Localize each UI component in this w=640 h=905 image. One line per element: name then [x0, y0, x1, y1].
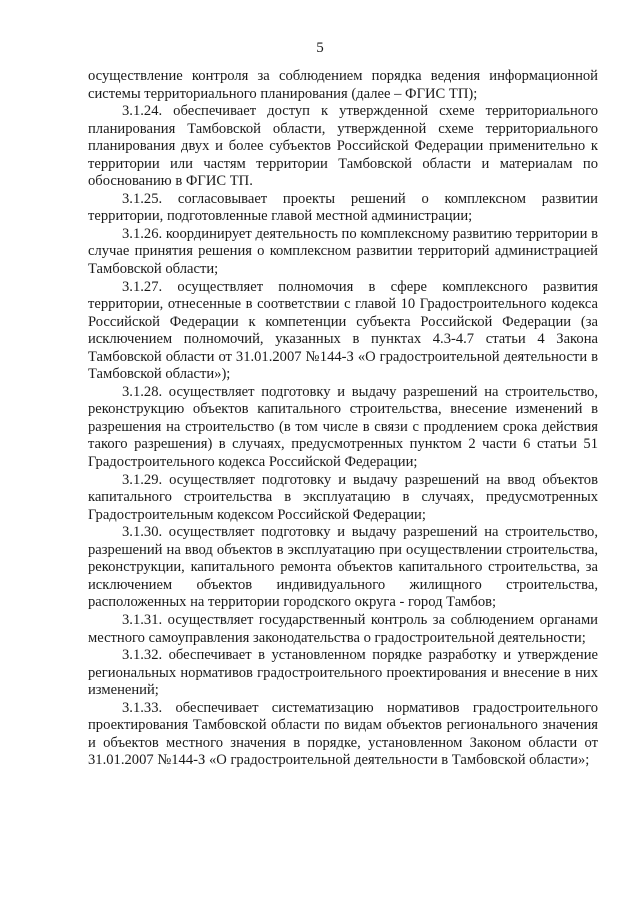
paragraph-8: 3.1.30. осуществляет подготовку и выдачу разрешений на строительство, разрешений на ввод объектов в эксплуатацию при осуществлении строительства, реконструкции, капитального ремонта объектов капитального строительства, за исключением объектов индивидуального жилищного строительства, расположенных на территории городского округа - город Тамбов; [88, 524, 598, 611]
paragraph-11: 3.1.33. обеспечивает систематизацию нормативов градостроительного проектирования Тамбовской области по видам объектов регионального значения и объектов местного значения в порядке, установленном Законом области от 31.01.2007 №144-З «О градостроительной деятельности в Тамбовской области»; [88, 699, 598, 769]
paragraph-2: 3.1.24. обеспечивает доступ к утвержденной схеме территориального планирования Тамбовской области, утвержденной схеме территориального планирования двух и более субъектов Российской Федерации применительно к территории или частям территории Тамбовской области и материалам по обоснованию в ФГИС ТП. [88, 103, 598, 190]
paragraph-4: 3.1.26. координирует деятельность по комплексному развитию территории в случае принятия решения о комплексном развитии территорий администрацией Тамбовской области; [88, 225, 598, 278]
document-body [88, 68, 598, 770]
paragraph-9: 3.1.31. осуществляет государственный контроль за соблюдением органами местного самоуправления законодательства о градостроительной деятельности; [88, 611, 598, 646]
paragraph-3: 3.1.25. согласовывает проекты решений о комплексном развитии территории, подготовленные главой местной администрации; [88, 190, 598, 225]
paragraph-5: 3.1.27. осуществляет полномочия в сфере комплексного развития территории, отнесенные в соответствии с главой 10 Градостроительного кодекса Российской Федерации к компетенции субъекта Российской Федерации (за исключением полномочий, указанных в пунктах 4.3-4.7 статьи 4 Закона Тамбовской области от 31.01.2007 №144-З «О градостроительной деятельности в Тамбовской области»); [88, 278, 598, 383]
paragraph-1: осуществление контроля за соблюдением порядка ведения информационной системы территориального планирования (далее – ФГИС ТП); [88, 68, 598, 102]
page-number: 5 [316, 40, 324, 56]
paragraph-6: 3.1.28. осуществляет подготовку и выдачу разрешений на строительство, реконструкцию объектов капитального строительства, внесение изменений в разрешения на строительство (в том числе в связи с продлением срока действия такого разрешения) в случаях, предусмотренных пунктом 2 части 6 статьи 51 Градостроительного кодекса Российской Федерации; [88, 383, 598, 471]
paragraph-7: 3.1.29. осуществляет подготовку и выдачу разрешений на ввод объектов капитального строительства в эксплуатацию в случаях, предусмотренных Градостроительным кодексом Российской Федерации; [88, 471, 598, 523]
paragraph-10: 3.1.32. обеспечивает в установленном порядке разработку и утверждение региональных нормативов градостроительного проектирования и внесение в них изменений; [88, 647, 598, 699]
